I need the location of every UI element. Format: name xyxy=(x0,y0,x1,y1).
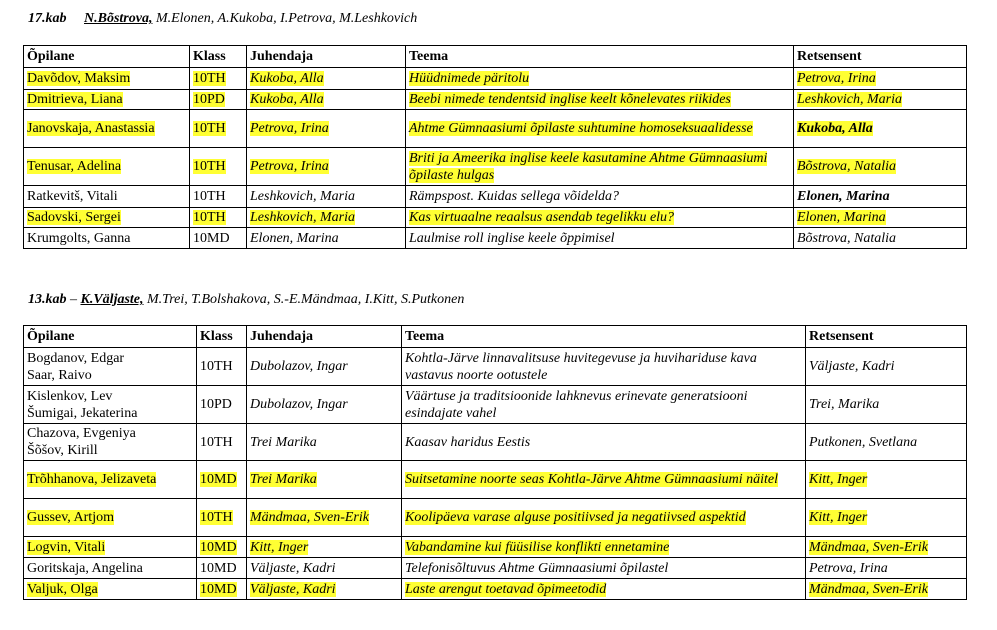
section2-members: M.Trei, T.Bolshakova, S.-E.Mändmaa, I.Kitt, S.Putkonen xyxy=(143,292,465,307)
topic-text: Beebi nimede tendentsid inglise keelt kõnelevates riikides xyxy=(409,92,731,107)
student-name: Šumigai, Jekaterina xyxy=(27,405,138,421)
reviewer-name: Kukoba, Alla xyxy=(797,121,873,136)
supervisor-name: Väljaste, Kadri xyxy=(250,581,336,597)
section1-header-row xyxy=(24,46,967,68)
section1-members: M.Elonen, A.Kukoba, I.Petrova, M.Leshkovich xyxy=(152,11,418,26)
student-name: Šõšov, Kirill xyxy=(27,443,98,458)
class-value: 10PD xyxy=(200,397,232,412)
supervisor-name: Väljaste, Kadri xyxy=(250,560,336,576)
class-value: 10TH xyxy=(193,210,226,225)
section1-heading xyxy=(28,11,417,27)
topic-text: Väärtuse ja traditsioonide lahknevus erinevate generatsiooni esindajate vahel xyxy=(405,388,748,421)
section2-header-row xyxy=(24,326,967,348)
class-value: 10TH xyxy=(193,189,226,204)
header-supervisor: Juhendaja xyxy=(247,46,406,68)
class-value: 10TH xyxy=(200,434,233,450)
topic-text: Koolipäeva varase alguse positiivsed ja negatiivsed aspektid xyxy=(405,510,746,525)
reviewer-name: Elonen, Marina xyxy=(797,210,886,225)
student-name: Goritskaja, Angelina xyxy=(27,560,143,576)
class-value: 10MD xyxy=(200,581,237,597)
table-row xyxy=(24,424,967,461)
reviewer-name: Elonen, Marina xyxy=(797,189,890,204)
topic-text: Briti ja Ameerika inglise keele kasutamine Ahtme Gümnaasiumi õpilaste hulgas xyxy=(409,150,768,183)
section2-head: K.Väljaste, xyxy=(80,292,144,307)
reviewer-name: Mändmaa, Sven-Erik xyxy=(809,581,928,597)
table-row xyxy=(24,90,967,110)
supervisor-name: Dubolazov, Ingar xyxy=(250,359,348,374)
header-student: Õpilane xyxy=(24,326,197,348)
table-row xyxy=(24,110,967,148)
topic-text: Ahtme Gümnaasiumi õpilaste suhtumine homoseksuaalidesse xyxy=(409,121,753,136)
class-value: 10PD xyxy=(193,92,225,107)
supervisor-name: Petrova, Irina xyxy=(250,121,329,136)
student-name: Logvin, Vitali xyxy=(27,539,106,555)
table-row xyxy=(24,461,967,499)
topic-text: Hüüdnimede päritolu xyxy=(409,71,530,86)
topic-text: Kas virtuaalne reaalsus asendab tegelikku elu? xyxy=(409,210,675,225)
reviewer-name: Kitt, Inger xyxy=(809,472,868,487)
reviewer-name: Petrova, Irina xyxy=(797,71,876,86)
table-row xyxy=(24,148,967,186)
table-row xyxy=(24,579,967,600)
supervisor-name: Trei Marika xyxy=(250,434,317,450)
header-reviewer: Retsensent xyxy=(794,46,967,68)
reviewer-name: Väljaste, Kadri xyxy=(809,359,895,374)
reviewer-name: Petrova, Irina xyxy=(809,560,888,576)
section1-head: N.Bõstrova, xyxy=(84,11,153,26)
topic-text: Telefonisõltuvus Ahtme Gümnaasiumi õpilastel xyxy=(405,560,669,576)
table-row xyxy=(24,186,967,208)
supervisor-name: Trei Marika xyxy=(250,472,317,487)
student-name: Saar, Raivo xyxy=(27,367,92,383)
supervisor-name: Kukoba, Alla xyxy=(250,71,324,86)
student-name: Davõdov, Maksim xyxy=(27,71,131,86)
supervisor-name: Petrova, Irina xyxy=(250,159,329,174)
class-value: 10MD xyxy=(193,230,230,246)
topic-text: Rämpspost. Kuidas sellega võidelda? xyxy=(409,189,619,204)
table-row xyxy=(24,208,967,228)
class-value: 10TH xyxy=(193,71,226,86)
supervisor-name: Leshkovich, Maria xyxy=(250,189,355,204)
header-class: Klass xyxy=(197,326,247,348)
section2-room: 13.kab xyxy=(28,292,67,307)
student-name: Bogdanov, Edgar xyxy=(27,350,125,366)
header-reviewer: Retsensent xyxy=(806,326,967,348)
student-name: Gussev, Artjom xyxy=(27,510,114,525)
class-value: 10MD xyxy=(200,560,237,576)
supervisor-name: Mändmaa, Sven-Erik xyxy=(250,510,369,525)
topic-text: Suitsetamine noorte seas Kohtla-Järve Ahtme Gümnaasiumi näitel xyxy=(405,472,779,487)
topic-text: Kaasav haridus Eestis xyxy=(405,434,531,450)
supervisor-name: Dubolazov, Ingar xyxy=(250,397,348,412)
supervisor-name: Leshkovich, Maria xyxy=(250,210,355,225)
class-value: 10MD xyxy=(200,472,237,487)
student-name: Krumgolts, Ganna xyxy=(27,230,131,246)
header-topic: Teema xyxy=(402,326,806,348)
header-supervisor: Juhendaja xyxy=(247,326,402,348)
class-value: 10MD xyxy=(200,539,237,555)
reviewer-name: Kitt, Inger xyxy=(809,510,868,525)
class-value: 10TH xyxy=(193,121,226,136)
header-topic: Teema xyxy=(406,46,794,68)
reviewer-name: Putkonen, Svetlana xyxy=(809,434,918,450)
table-row xyxy=(24,228,967,249)
student-name: Valjuk, Olga xyxy=(27,581,98,597)
class-value: 10TH xyxy=(200,510,233,525)
topic-text: Vabandamine kui füüsilise konflikti ennetamine xyxy=(405,539,670,555)
class-value: 10TH xyxy=(200,359,233,374)
table-row xyxy=(24,537,967,558)
table-row xyxy=(24,386,967,424)
student-name: Ratkevitš, Vitali xyxy=(27,189,118,204)
table-row xyxy=(24,558,967,579)
student-name: Tenusar, Adelina xyxy=(27,159,122,174)
student-name: Janovskaja, Anastassia xyxy=(27,121,155,136)
topic-text: Kohtla-Järve linnavalitsuse huvitegevuse ja huvihariduse kava vastavus noorte ootustele xyxy=(405,350,757,383)
student-name: Sadovski, Sergei xyxy=(27,210,121,225)
section1-room: 17.kab xyxy=(28,11,67,26)
topic-text: Laulmise roll inglise keele õppimisel xyxy=(409,230,615,246)
table-row xyxy=(24,499,967,537)
section2-table xyxy=(23,325,967,600)
supervisor-name: Kitt, Inger xyxy=(250,539,309,555)
reviewer-name: Trei, Marika xyxy=(809,397,880,412)
table-row xyxy=(24,348,967,386)
reviewer-name: Leshkovich, Maria xyxy=(797,92,902,107)
reviewer-name: Bõstrova, Natalia xyxy=(797,159,897,174)
supervisor-name: Elonen, Marina xyxy=(250,230,339,246)
reviewer-name: Bõstrova, Natalia xyxy=(797,230,897,246)
header-student: Õpilane xyxy=(24,46,190,68)
section1-table xyxy=(23,45,967,249)
topic-text: Laste arengut toetavad õpimeetodid xyxy=(405,581,607,597)
class-value: 10TH xyxy=(193,159,226,174)
reviewer-name: Mändmaa, Sven-Erik xyxy=(809,539,928,555)
header-class: Klass xyxy=(190,46,247,68)
section2-heading: 13.kab – K.Väljaste, M.Trei, T.Bolshakova, S.-E.Mändmaa, I.Kitt, S.Putkonen xyxy=(28,292,465,307)
table-row xyxy=(24,68,967,90)
supervisor-name: Kukoba, Alla xyxy=(250,92,324,107)
student-name: Trõhhanova, Jelizaveta xyxy=(27,472,157,487)
student-name: Kislenkov, Lev xyxy=(27,388,113,404)
student-name: Dmitrieva, Liana xyxy=(27,92,123,107)
student-name: Chazova, Evgeniya xyxy=(27,426,136,441)
